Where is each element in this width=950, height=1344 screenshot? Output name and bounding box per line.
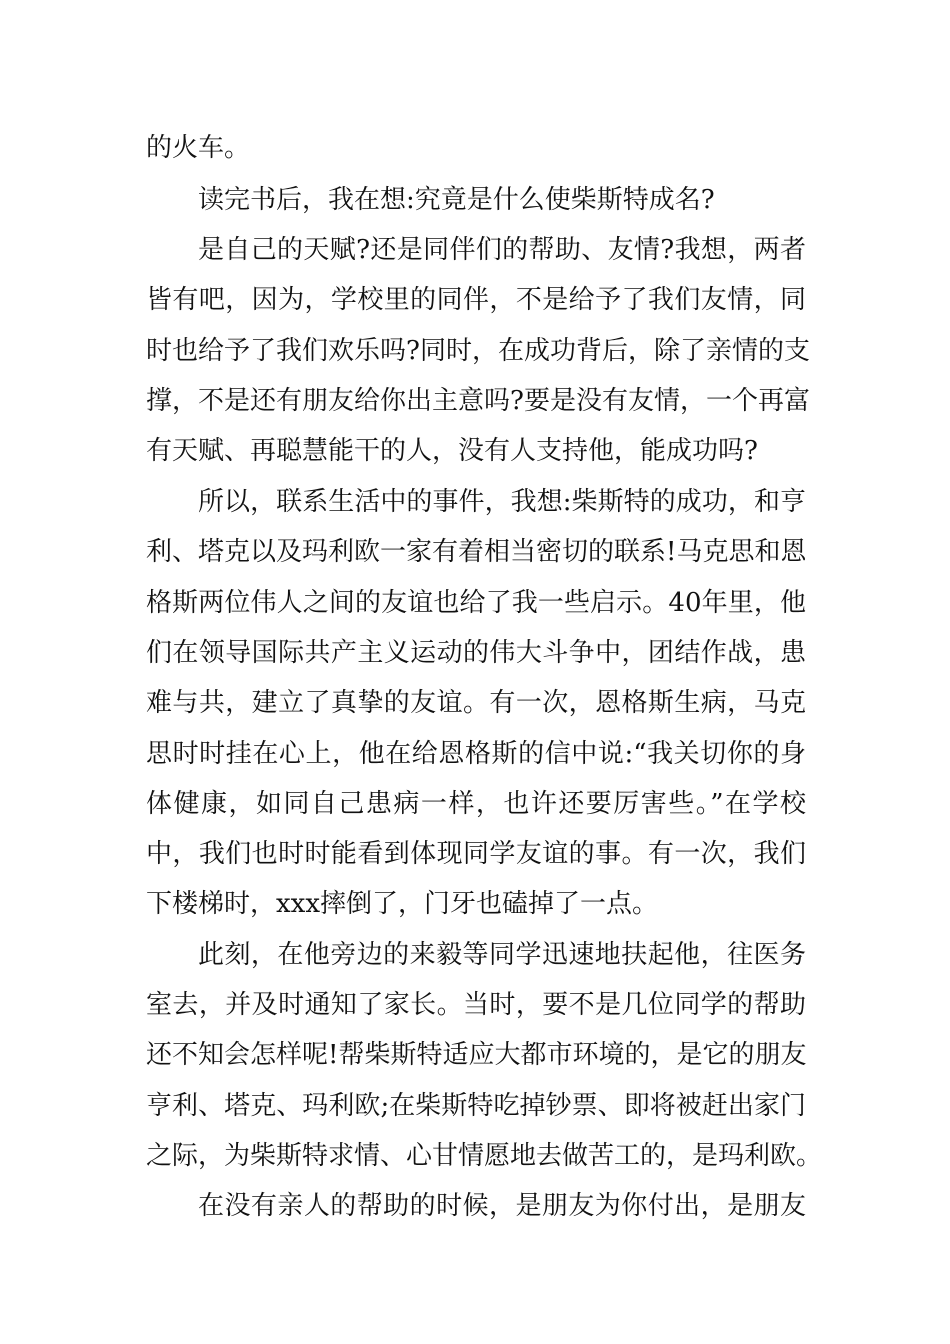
text-line: 亨利、塔克、玛利欧;在柴斯特吃掉钞票、即将被赶出家门 — [146, 1091, 806, 1121]
text-line: 还不知会怎样呢!帮柴斯特适应大都市环境的，是它的朋友 — [146, 1040, 807, 1070]
text-line: 皆有吧，因为，学校里的同伴，不是给予了我们友情，同 — [146, 285, 806, 315]
text-line: 格斯两位伟人之间的友谊也给了我一些启示。40年里，他 — [146, 588, 806, 618]
text-line: 体健康，如同自己患病一样，也许还要厉害些。”在学校 — [146, 789, 806, 819]
text-line: 之际，为柴斯特求情、心甘情愿地去做苦工的，是玛利欧。 — [146, 1141, 823, 1171]
text-line: 难与共，建立了真挚的友谊。有一次，恩格斯生病，马克 — [146, 688, 806, 718]
text-line: 思时时挂在心上，他在给恩格斯的信中说:“我关切你的身 — [146, 739, 806, 769]
text-line: 们在领导国际共产主义运动的伟大斗争中，团结作战，患 — [146, 638, 806, 668]
text-line: 室去，并及时通知了家长。当时，要不是几位同学的帮助 — [146, 990, 806, 1020]
text-line: 利、塔克以及玛利欧一家有着相当密切的联系!马克思和恩 — [146, 537, 807, 567]
text-line: 此刻，在他旁边的来毅等同学迅速地扶起他，往医务 — [198, 940, 806, 970]
text-line: 是自己的天赋?还是同伴们的帮助、友情?我想，两者 — [198, 235, 806, 265]
text-line: 在没有亲人的帮助的时候，是朋友为你付出，是朋友 — [198, 1191, 806, 1221]
text-line: 时也给予了我们欢乐吗?同时，在成功背后，除了亲情的支 — [146, 336, 810, 366]
text-line: 撑，不是还有朋友给你出主意吗?要是没有友情，一个再富 — [146, 386, 810, 416]
text-line: 读完书后，我在想:究竟是什么使柴斯特成名? — [198, 185, 715, 215]
text-line: 所以，联系生活中的事件，我想:柴斯特的成功，和亨 — [198, 487, 806, 517]
text-line: 有天赋、再聪慧能干的人，没有人支持他，能成功吗? — [146, 436, 758, 466]
text-line: 中，我们也时时能看到体现同学友谊的事。有一次，我们 — [146, 839, 806, 869]
text-line: 下楼梯时，xxx摔倒了，门牙也磕掉了一点。 — [146, 889, 658, 919]
text-line: 的火车。 — [146, 133, 251, 163]
